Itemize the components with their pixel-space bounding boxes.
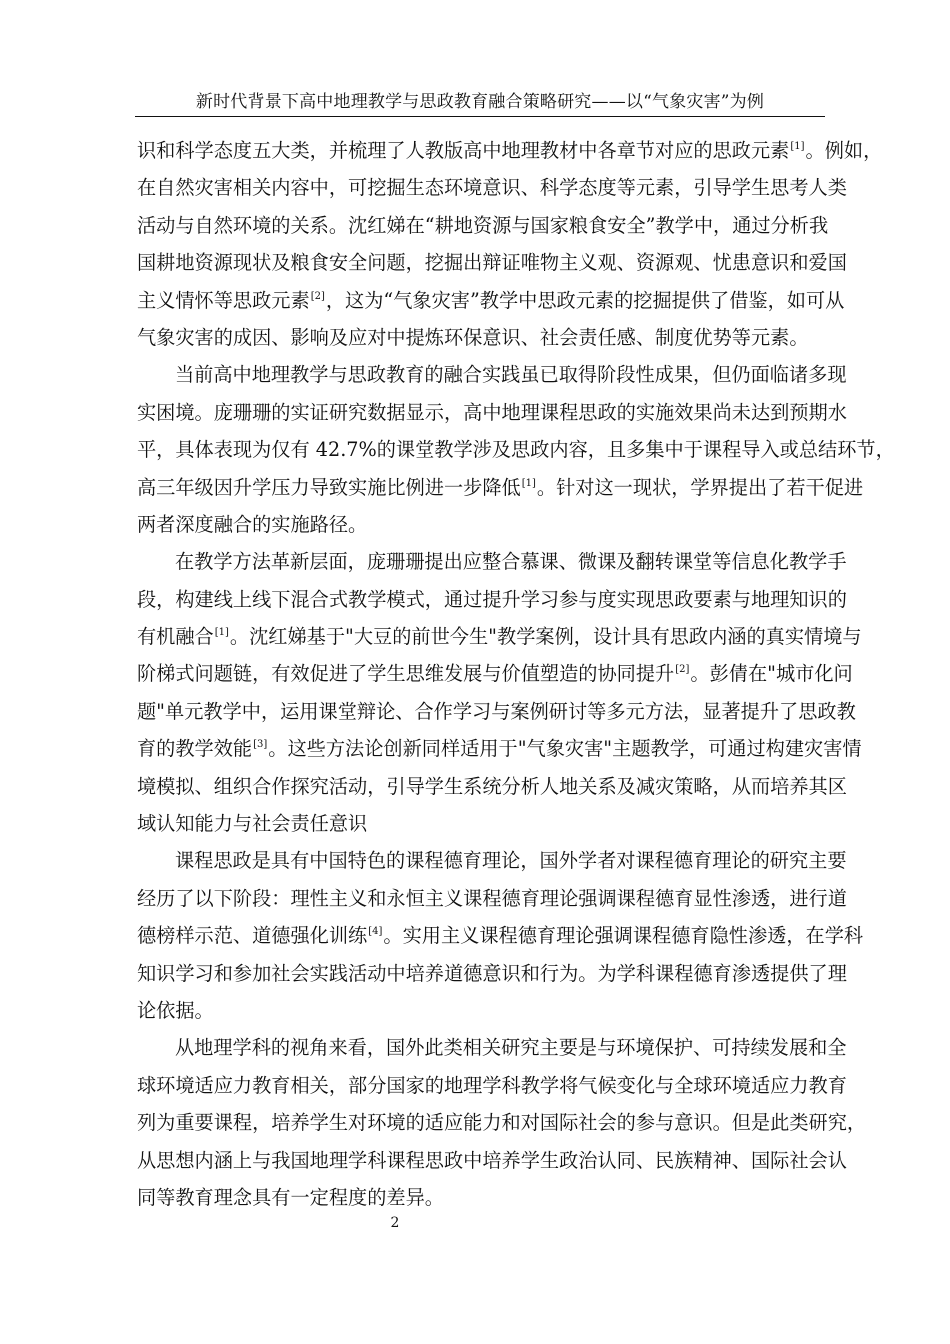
- citation-marker: [2]: [675, 664, 690, 676]
- text-segment: 国耕地资源现状及粮食安全问题，挖掘出辩证唯物主义观、资源观、忧患意识和爱国: [137, 251, 847, 275]
- text-segment: 育的教学效能: [137, 737, 253, 761]
- body-text: [137, 132, 895, 1216]
- text-line: [137, 655, 853, 692]
- text-segment: 从思想内涵上与我国地理学科课程思政中培养学生政治认同、民族精神、国际社会认: [137, 1148, 847, 1172]
- text-line: [137, 169, 847, 206]
- text-segment: 气象灾害的成因、影响及应对中提炼环保意识、社会责任感、制度优势等元素。: [137, 325, 809, 349]
- citation-marker: [1]: [790, 141, 805, 152]
- citation-marker: [4]: [368, 926, 383, 938]
- text-segment: 。这些方法论创新同样适用于"气象灾害"主题教学，可通过构建灾害情: [268, 737, 862, 761]
- paragraph-first-line: [137, 356, 847, 393]
- text-segment: 阶梯式问题链，有效促进了学生思维发展与价值塑造的协同提升: [137, 662, 675, 686]
- text-line: [137, 244, 847, 281]
- citation-marker: [1]: [214, 627, 229, 639]
- text-segment: 当前高中地理教学与思政教育的融合实践虽已取得阶段性成果，但仍面临诸多现: [175, 363, 847, 387]
- text-segment: 。针对这一现状，学界提出了若干促进: [536, 475, 864, 499]
- text-segment: 平，具体表现为仅有 42.7%的课堂教学涉及思政内容，且多集中于课程导入或总结环节，: [137, 438, 895, 462]
- text-line: [137, 955, 847, 992]
- text-line: [137, 319, 837, 356]
- text-line: [137, 469, 864, 506]
- text-segment: 同等教育理念具有一定程度的差异。: [137, 1185, 444, 1209]
- text-segment: 题"单元教学中，运用课堂辩论、合作学习与案例研讨等多元方法，显著提升了思政教: [137, 699, 856, 723]
- text-segment: 域认知能力与社会责任意识: [137, 812, 368, 836]
- text-line: [137, 618, 862, 655]
- paragraph-first-line: [137, 842, 847, 879]
- citation-marker: [3]: [253, 739, 268, 751]
- text-segment: 经历了以下阶段：理性主义和永恒主义课程德育理论强调课程德育显性渗透，进行道: [137, 886, 847, 910]
- text-segment: 。实用主义课程德育理论强调课程德育隐性渗透，在学科: [383, 924, 864, 948]
- text-line: [137, 1179, 837, 1216]
- text-segment: 列为重要课程，培养学生对环境的适应能力和对国际社会的参与意识。但是此类研究，: [137, 1111, 867, 1135]
- text-line: [137, 693, 856, 730]
- text-line: [137, 880, 847, 917]
- text-line: [137, 581, 847, 618]
- text-line: [137, 992, 837, 1029]
- text-segment: 活动与自然环境的关系。沈红娣在“耕地资源与国家粮食安全”教学中，通过分析我: [137, 213, 829, 237]
- page-number: 2: [390, 1215, 400, 1231]
- text-segment: 从地理学科的视角来看，国外此类相关研究主要是与环境保护、可持续发展和全: [175, 1036, 847, 1060]
- text-segment: 在自然灾害相关内容中，可挖掘生态环境意识、科学态度等元素，引导学生思考人类: [137, 176, 847, 200]
- text-line: [137, 1104, 867, 1141]
- text-segment: 段，构建线上线下混合式教学模式，通过提升学习参与度实现思政要素与地理知识的: [137, 587, 847, 611]
- text-segment: 课程思政是具有中国特色的课程德育理论，国外学者对课程德育理论的研究主要: [175, 849, 847, 873]
- text-line: [137, 730, 862, 767]
- text-line: [137, 132, 883, 169]
- text-segment: 有机融合: [137, 625, 214, 649]
- citation-marker: [1]: [521, 477, 536, 489]
- text-segment: 在教学方法革新层面，庞珊珊提出应整合慕课、微课及翻转课堂等信息化教学手: [175, 550, 847, 574]
- text-segment: 高三年级因升学压力导致实施比例进一步降低: [137, 475, 521, 499]
- text-segment: 德榜样示范、道德强化训练: [137, 924, 368, 948]
- text-segment: 。沈红娣基于"大豆的前世今生"教学案例，设计具有思政内涵的真实情境与: [229, 625, 862, 649]
- text-segment: 境模拟、组织合作探究活动，引导学生系统分析人地关系及减灾策略，从而培养其区: [137, 774, 847, 798]
- text-segment: ，这为“气象灾害”教学中思政元素的挖掘提供了借鉴，如可从: [325, 288, 845, 312]
- text-segment: 两者深度融合的实施路径。: [137, 512, 368, 536]
- text-line: [137, 207, 837, 244]
- text-segment: 主义情怀等思政元素: [137, 288, 310, 312]
- paragraph-first-line: [137, 1029, 847, 1066]
- running-header: 新时代背景下高中地理教学与思政教育融合策略研究——以“气象灾害”为例: [135, 90, 825, 117]
- text-segment: 知识学习和参加社会实践活动中培养道德意识和行为。为学科课程德育渗透提供了理: [137, 961, 847, 985]
- text-line: [137, 805, 837, 842]
- text-line: [137, 1142, 847, 1179]
- paragraph-first-line: [137, 543, 847, 580]
- text-line: [137, 768, 847, 805]
- text-segment: 球环境适应力教育相关，部分国家的地理学科教学将气候变化与全球环境适应力教育: [137, 1073, 847, 1097]
- text-line: [137, 506, 837, 543]
- text-line: [137, 282, 845, 319]
- text-line: [137, 917, 864, 954]
- text-segment: 实困境。庞珊珊的实证研究数据显示，高中地理课程思政的实施效果尚未达到预期水: [137, 400, 847, 424]
- text-line: [137, 1067, 847, 1104]
- text-segment: 识和科学态度五大类，并梳理了人教版高中地理教材中各章节对应的思政元素: [137, 139, 790, 162]
- text-line: [137, 394, 847, 431]
- text-segment: 。例如，: [805, 139, 883, 162]
- citation-marker: [2]: [310, 290, 325, 302]
- text-segment: 。彭倩在"城市化问: [690, 662, 853, 686]
- text-line: [137, 431, 895, 468]
- text-segment: 论依据。: [137, 998, 214, 1022]
